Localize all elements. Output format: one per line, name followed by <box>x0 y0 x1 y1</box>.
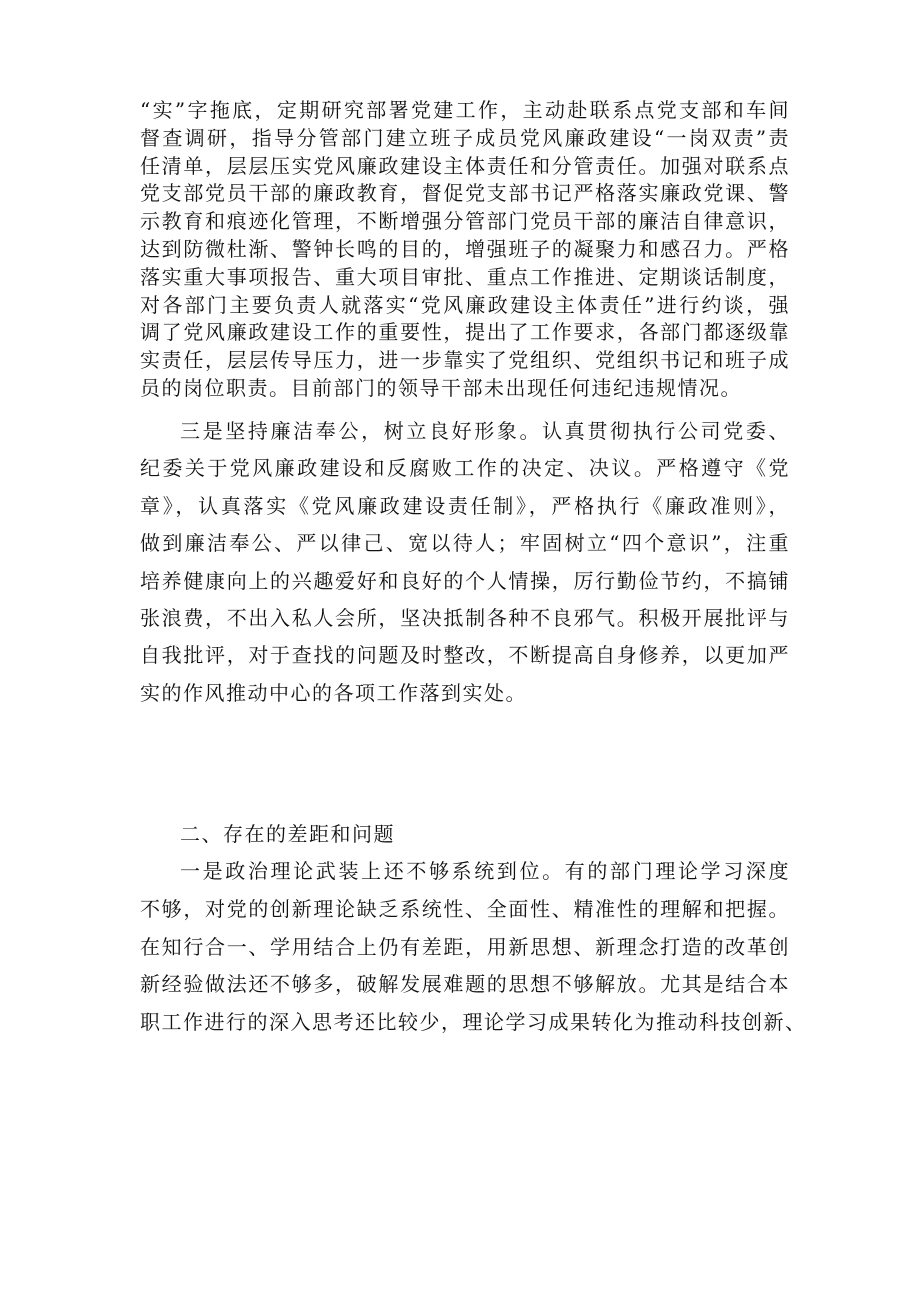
text-line: 任清单，层层压实党风廉政建设主体责任和分管责任。加强对联系点 <box>140 153 790 178</box>
text-line: 张浪费，不出入私人会所，坚决抵制各种不良邪气。积极开展批评与 <box>140 606 790 631</box>
section-heading <box>140 816 790 853</box>
text-line: 员的岗位职责。目前部门的领导干部未出现任何违纪违规情况。 <box>140 375 742 400</box>
text-line: 在知行合一、学用结合上仍有差距，用新思想、新理念打造的改革创 <box>140 934 790 959</box>
text-line: 示教育和痕迹化管理，不断增强分管部门党员干部的廉洁自律意识， <box>140 209 790 234</box>
text-line: “实”字拖底，定期研究部署党建工作，主动赴联系点党支部和车间 <box>140 98 790 122</box>
section-heading-text: 二、存在的差距和问题 <box>180 822 395 846</box>
text-line: 调了党风廉政建设工作的重要性，提出了工作要求，各部门都逐级靠 <box>140 320 790 345</box>
text-line: 自我批评，对于查找的问题及时整改，不断提高自身修养，以更加严 <box>140 643 790 668</box>
text-line: 实责任，层层传导压力，进一步靠实了党组织、党组织书记和班子成 <box>140 348 790 373</box>
text-line: 达到防微杜渐、警钟长鸣的目的，增强班子的凝聚力和感召力。严格 <box>140 236 790 261</box>
text-line: 纪委关于党风廉政建设和反腐败工作的决定、决议。严格遵守《党 <box>140 456 790 481</box>
text-line: 职工作进行的深入思考还比较少，理论学习成果转化为推动科技创新、 <box>140 1010 807 1035</box>
text-line: 一是政治理论武装上还不够系统到位。有的部门理论学习深度 <box>180 859 790 883</box>
text-line: 党支部党员干部的廉政教育，督促党支部书记严格落实廉政党课、警 <box>140 181 790 206</box>
paragraph-political-theory <box>140 853 807 1042</box>
text-line: 章》，认真落实《党风廉政建设责任制》，严格执行《廉政准则》， <box>140 493 790 518</box>
text-line: 做到廉洁奉公、严以律己、宽以待人；牢固树立“四个意识”，注重 <box>140 531 790 556</box>
paragraph-integrity-image <box>140 413 790 712</box>
paragraph-party-building-responsibility <box>140 97 790 403</box>
text-line: 落实重大事项报告、重大项目审批、重点工作推进、定期谈话制度， <box>140 264 790 289</box>
text-line: 新经验做法还不够多，破解发展难题的思想不够解放。尤其是结合本 <box>140 972 790 997</box>
text-line: 培养健康向上的兴趣爱好和良好的个人情操，厉行勤俭节约，不搞铺 <box>140 568 790 593</box>
text-line: 对各部门主要负责人就落实“党风廉政建设主体责任”进行约谈，强 <box>140 292 790 317</box>
text-line: 不够，对党的创新理论缺乏系统性、全面性、精准性的理解和把握。 <box>140 896 790 921</box>
text-line: 实的作风推动中心的各项工作落到实处。 <box>140 680 527 705</box>
text-line: 督查调研，指导分管部门建立班子成员党风廉政建设“一岗双责”责 <box>140 125 790 150</box>
text-line: 三是坚持廉洁奉公，树立良好形象。认真贯彻执行公司党委、 <box>180 419 790 443</box>
